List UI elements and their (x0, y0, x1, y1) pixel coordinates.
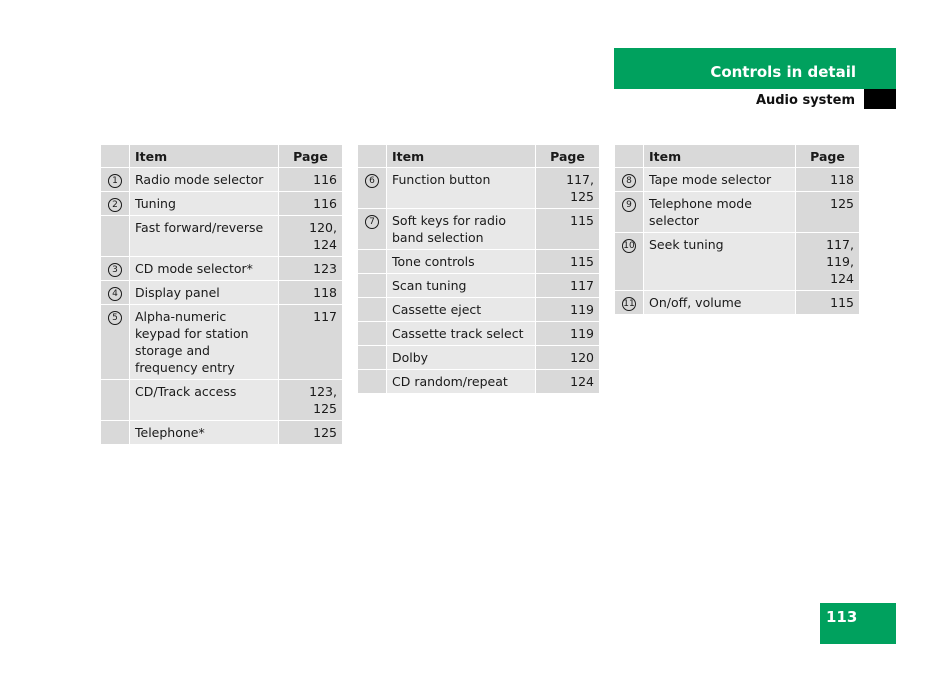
table-row (101, 421, 343, 445)
number-column-header (615, 145, 644, 168)
item-cell: On/off, volume (644, 291, 796, 315)
page-cell: 119 (536, 298, 600, 322)
controls-table-2 (357, 144, 600, 394)
item-column-header: Item (644, 145, 796, 168)
row-number-cell (101, 257, 130, 281)
table-row (101, 281, 343, 305)
subsection-title: Audio system (755, 93, 855, 108)
section-header-bar (614, 48, 896, 89)
item-cell: Tone controls (387, 250, 536, 274)
row-number-cell (615, 233, 644, 291)
item-cell: Cassette track select (387, 322, 536, 346)
table-row (101, 192, 343, 216)
item-cell: Function button (387, 168, 536, 209)
page-number-box (820, 603, 896, 644)
row-number-cell (101, 168, 130, 192)
page-column-header: Page (536, 145, 600, 168)
circled-number: 11 (623, 299, 635, 309)
circled-number: 1 (108, 174, 122, 188)
table-row (101, 305, 343, 380)
row-number-cell (101, 281, 130, 305)
row-number-cell (358, 322, 387, 346)
circled-number: 3 (108, 263, 122, 277)
page-cell: 120 (536, 346, 600, 370)
item-cell: Dolby (387, 346, 536, 370)
item-column-header: Item (387, 145, 536, 168)
item-cell: Cassette eject (387, 298, 536, 322)
page-cell: 115 (536, 209, 600, 250)
page-cell: 116 (279, 192, 343, 216)
item-cell: Radio mode selector (130, 168, 279, 192)
controls-table-1 (100, 144, 343, 445)
table-row (615, 168, 860, 192)
item-cell: Seek tuning (644, 233, 796, 291)
page-cell: 120, 124 (279, 216, 343, 257)
circled-number: 7 (365, 215, 379, 229)
page-cell: 125 (279, 421, 343, 445)
circled-number: 4 (108, 287, 122, 301)
table-row (101, 168, 343, 192)
item-cell: CD/Track access (130, 380, 279, 421)
section-marker (864, 89, 896, 109)
table-row (615, 192, 860, 233)
row-number-cell (358, 346, 387, 370)
item-cell: Soft keys for radio band selection (387, 209, 536, 250)
page-cell: 118 (279, 281, 343, 305)
number-column-header (101, 145, 130, 168)
item-cell: Scan tuning (387, 274, 536, 298)
row-number-cell (615, 192, 644, 233)
row-number-cell (101, 380, 130, 421)
item-cell: CD mode selector* (130, 257, 279, 281)
row-number-cell (358, 370, 387, 394)
row-number-cell (358, 209, 387, 250)
row-number-cell (615, 291, 644, 315)
circled-number: 5 (108, 311, 122, 325)
item-cell: Display panel (130, 281, 279, 305)
page-cell: 123 (279, 257, 343, 281)
row-number-cell (358, 250, 387, 274)
item-column-header: Item (130, 145, 279, 168)
item-cell: Tuning (130, 192, 279, 216)
page-column-header: Page (796, 145, 860, 168)
page-cell: 119 (536, 322, 600, 346)
row-number-cell (358, 168, 387, 209)
section-title: Controls in detail (710, 63, 856, 81)
item-cell: Telephone mode selector (644, 192, 796, 233)
row-number-cell (358, 298, 387, 322)
table-row (358, 346, 600, 370)
row-number-cell (101, 421, 130, 445)
page-cell: 117 (536, 274, 600, 298)
item-cell: Fast forward/reverse (130, 216, 279, 257)
row-number-cell (101, 305, 130, 380)
table-row (101, 216, 343, 257)
table-row (358, 370, 600, 394)
page-cell: 117, 125 (536, 168, 600, 209)
page-cell: 125 (796, 192, 860, 233)
page-cell: 123, 125 (279, 380, 343, 421)
item-cell: CD random/repeat (387, 370, 536, 394)
item-cell: Telephone* (130, 421, 279, 445)
table-row (358, 298, 600, 322)
page-cell: 115 (536, 250, 600, 274)
page-cell: 115 (796, 291, 860, 315)
table-row (101, 380, 343, 421)
table-row (358, 168, 600, 209)
table-row (358, 274, 600, 298)
number-column-header (358, 145, 387, 168)
page-cell: 116 (279, 168, 343, 192)
table-row (358, 209, 600, 250)
controls-table-3 (614, 144, 860, 315)
table-row (358, 322, 600, 346)
page-cell: 124 (536, 370, 600, 394)
circled-number: 6 (365, 174, 379, 188)
row-number-cell (615, 168, 644, 192)
table-row (358, 250, 600, 274)
page-cell: 117 (279, 305, 343, 380)
table-row (615, 291, 860, 315)
row-number-cell (101, 216, 130, 257)
table-row (101, 257, 343, 281)
circled-number: 8 (622, 174, 636, 188)
page-cell: 117, 119, 124 (796, 233, 860, 291)
item-cell: Alpha-numeric keypad for station storage and frequency entry (130, 305, 279, 380)
row-number-cell (358, 274, 387, 298)
row-number-cell (101, 192, 130, 216)
item-cell: Tape mode selector (644, 168, 796, 192)
table-row (615, 233, 860, 291)
page-number: 113 (826, 608, 858, 626)
circled-number: 10 (623, 241, 635, 251)
page-column-header: Page (279, 145, 343, 168)
circled-number: 2 (108, 198, 122, 212)
circled-number: 9 (622, 198, 636, 212)
page-cell: 118 (796, 168, 860, 192)
